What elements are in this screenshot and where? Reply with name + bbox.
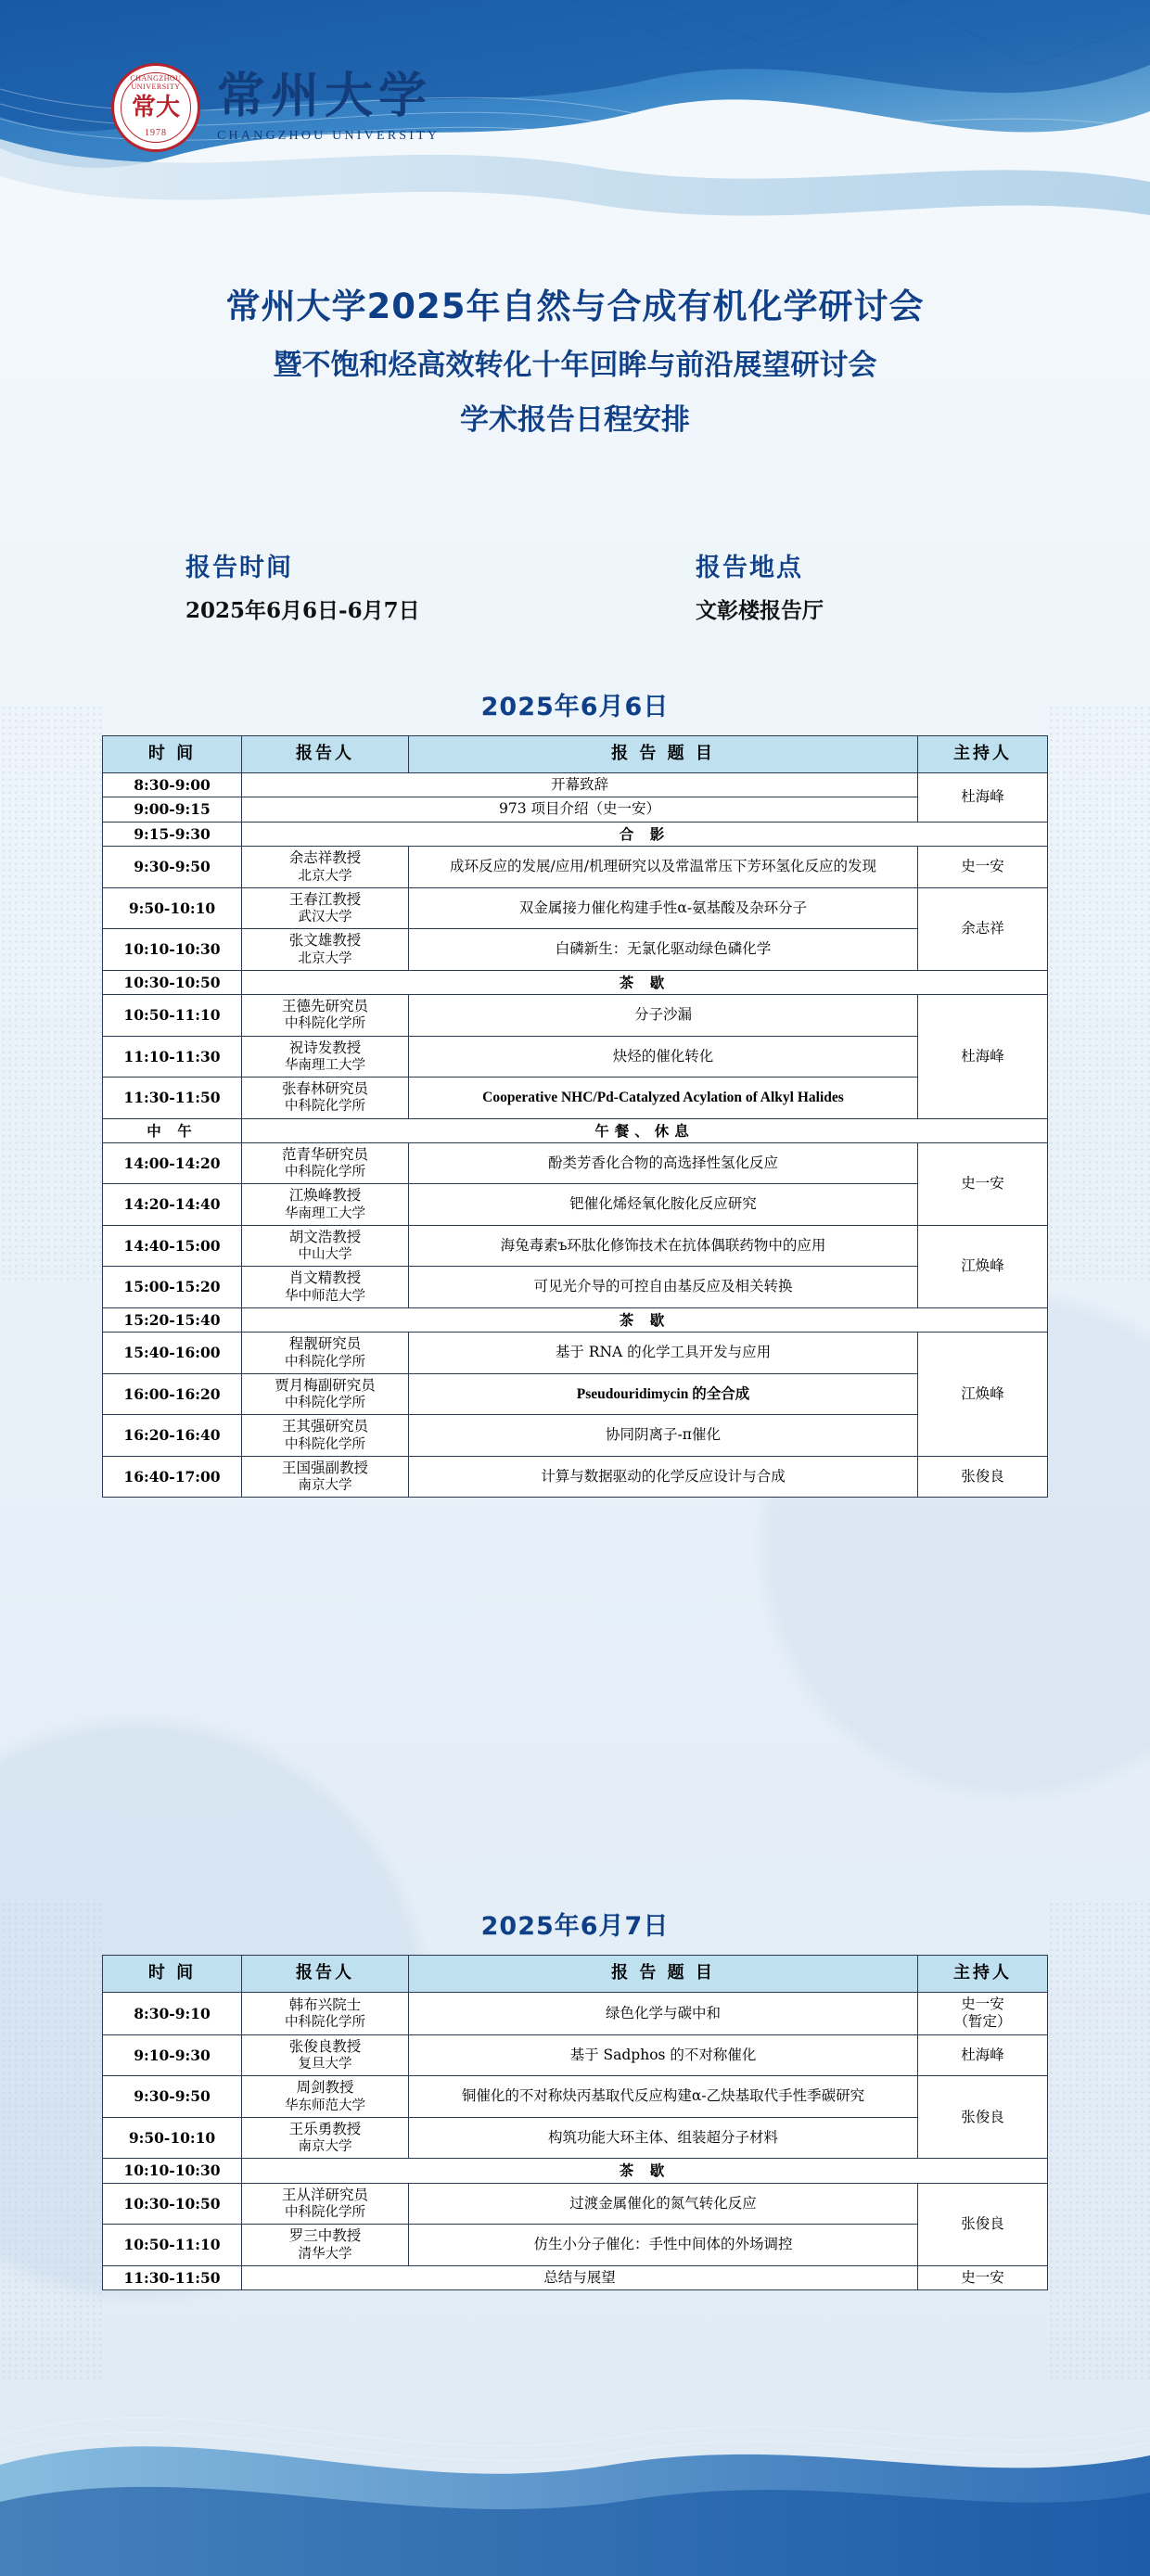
cell-affiliation: 华东师范大学: [285, 2098, 365, 2113]
cell-time: 14:20-14:40: [103, 1184, 242, 1226]
col-time: 时 间: [103, 736, 242, 773]
cell-topic: 分子沙漏: [409, 995, 918, 1037]
cell-topic: 计算与数据驱动的化学反应设计与合成: [409, 1456, 918, 1498]
col-time: 时 间: [103, 1956, 242, 1993]
cell-host: 杜海峰: [918, 995, 1048, 1119]
cell-topic: Cooperative NHC/Pd-Catalyzed Acylation of Alkyl Halides: [409, 1078, 918, 1119]
cell-host: 江焕峰: [918, 1333, 1048, 1457]
cell-topic: 钯催化烯烃氧化胺化反应研究: [409, 1184, 918, 1226]
cell-time: 8:30-9:10: [103, 1993, 242, 2035]
table-header-row: [103, 736, 1048, 773]
title-line-2: 暨不饱和烃高效转化十年回眸与前沿展望研讨会: [273, 349, 877, 382]
cell-topic: 开幕致辞: [242, 773, 918, 797]
cell-speaker: 余志祥教授 北京大学: [242, 847, 409, 888]
cell-topic: 仿生小分子催化：手性中间体的外场调控: [409, 2225, 918, 2266]
agenda-table-day-1: [102, 735, 1048, 1498]
cell-time: 9:50-10:10: [103, 887, 242, 929]
cell-topic: 海兔毒素ъ环肽化修饰技术在抗体偶联药物中的应用: [409, 1225, 918, 1267]
table-row: [103, 1036, 1048, 1078]
table-row: [103, 1225, 1048, 1267]
cell-topic: 可见光介导的可控自由基反应及相关转换: [409, 1267, 918, 1308]
cell-speaker: 王从洋研究员 中科院化学所: [242, 2183, 409, 2225]
cell-topic: 双金属接力催化构建手性α-氨基酸及杂环分子: [409, 887, 918, 929]
title-line-1: 常州大学2025年自然与合成有机化学研讨会: [225, 287, 925, 326]
cell-affiliation: 北京大学: [298, 868, 352, 884]
university-name-en: CHANGZHOU UNIVERSITY: [217, 128, 441, 143]
event-time-value: 2025年6月6日-6月7日: [185, 598, 420, 623]
footer-decoration: [0, 2353, 1150, 2576]
cell-time: 11:30-11:50: [103, 1078, 242, 1119]
cell-time: 9:30-9:50: [103, 847, 242, 888]
cell-host: 张俊良: [918, 2183, 1048, 2265]
table-row: [103, 929, 1048, 971]
cell-speaker: 贾月梅副研究员 中科院化学所: [242, 1373, 409, 1415]
cell-topic: 白磷新生：无氯化驱动绿色磷化学: [409, 929, 918, 971]
table-row: [103, 1118, 1048, 1142]
table-row: [103, 773, 1048, 797]
poster-title: [0, 278, 1150, 438]
cell-affiliation: 中科院化学所: [285, 1436, 365, 1452]
cell-speaker: 罗三中教授 清华大学: [242, 2225, 409, 2266]
cell-topic: 绿色化学与碳中和: [409, 1993, 918, 2035]
cell-affiliation: 华中师范大学: [285, 1288, 365, 1304]
cell-host: 张俊良: [918, 1456, 1048, 1498]
cell-topic: 酚类芳香化合物的高选择性氢化反应: [409, 1142, 918, 1184]
cell-time: 10:10-10:30: [103, 929, 242, 971]
schedule-day-1: [0, 686, 1150, 1498]
cell-time: 9:10-9:30: [103, 2034, 242, 2076]
table-row: [103, 2117, 1048, 2159]
cell-host: 史一安: [918, 847, 1048, 888]
day-2-title: 2025年6月7日: [480, 1912, 670, 1941]
cell-speaker: 张文雄教授 北京大学: [242, 929, 409, 971]
col-speaker: 报告人: [242, 1956, 409, 1993]
schedule-day-2: [0, 1906, 1150, 2290]
event-place-value: 文彰楼报告厅: [696, 598, 824, 623]
cell-time: 中 午: [103, 1118, 242, 1142]
table-row: [103, 1307, 1048, 1332]
cell-time: 16:00-16:20: [103, 1373, 242, 1415]
cell-speaker: 张俊良教授 复旦大学: [242, 2034, 409, 2076]
cell-affiliation: 清华大学: [298, 2246, 352, 2262]
university-wordmark: [217, 67, 441, 144]
event-meta: [0, 547, 1150, 624]
cell-affiliation: 中科院化学所: [285, 2015, 365, 2030]
cell-speaker: 胡文浩教授 中山大学: [242, 1225, 409, 1267]
table-row: [103, 1456, 1048, 1498]
col-speaker: 报告人: [242, 736, 409, 773]
cell-affiliation: 中科院化学所: [285, 1016, 365, 1032]
table-row: [103, 2225, 1048, 2266]
cell-host: 张俊良: [918, 2076, 1048, 2159]
table-row: [103, 822, 1048, 846]
cell-speaker: 王其强研究员 中科院化学所: [242, 1415, 409, 1457]
cell-speaker: 王德先研究员 中科院化学所: [242, 995, 409, 1037]
table-row: [103, 1142, 1048, 1184]
cell-time: 9:50-10:10: [103, 2117, 242, 2159]
cell-affiliation: 南京大学: [298, 2139, 352, 2155]
cell-speaker: 韩布兴院士 中科院化学所: [242, 1993, 409, 2035]
table-row: [103, 1993, 1048, 2035]
cell-time: 10:50-11:10: [103, 2225, 242, 2266]
cell-time: 9:00-9:15: [103, 797, 242, 822]
seal-year-text: 1978: [145, 128, 167, 138]
cell-affiliation: 中科院化学所: [285, 1354, 365, 1370]
col-topic: 报 告 题 目: [409, 1956, 918, 1993]
event-time-block: [111, 547, 575, 624]
cell-topic: 协同阴离子-π催化: [409, 1415, 918, 1457]
cell-speaker: 王春江教授 武汉大学: [242, 887, 409, 929]
cell-break: 茶 歇: [242, 1307, 1048, 1332]
table-row: [103, 1373, 1048, 1415]
cell-speaker: 王国强副教授 南京大学: [242, 1456, 409, 1498]
cell-speaker: 江焕峰教授 华南理工大学: [242, 1184, 409, 1226]
cell-host: 杜海峰: [918, 2034, 1048, 2076]
cell-host: 史一安 （暂定）: [918, 1993, 1048, 2035]
cell-host: 江焕峰: [918, 1225, 1048, 1307]
event-time-label: 报告时间: [185, 554, 293, 582]
table-header-row: [103, 1956, 1048, 1993]
table-row: [103, 995, 1048, 1037]
cell-topic: 973 项目介绍（史一安）: [242, 797, 918, 822]
cell-speaker: 程靓研究员 中科院化学所: [242, 1333, 409, 1374]
cell-speaker: 范青华研究员 中科院化学所: [242, 1142, 409, 1184]
table-row: [103, 1184, 1048, 1226]
cell-topic: 过渡金属催化的氮气转化反应: [409, 2183, 918, 2225]
cell-affiliation: 南京大学: [298, 1478, 352, 1494]
cell-affiliation: 中科院化学所: [285, 1165, 365, 1180]
cell-affiliation: 中科院化学所: [285, 1396, 365, 1411]
cell-time: 11:10-11:30: [103, 1036, 242, 1078]
day-1-title: 2025年6月6日: [480, 693, 670, 721]
cell-time: 14:00-14:20: [103, 1142, 242, 1184]
cell-topic: 基于 RNA 的化学工具开发与应用: [409, 1333, 918, 1374]
table-row: [103, 797, 1048, 822]
cell-host: 史一安: [918, 1142, 1048, 1225]
seal-core-text: 常大: [131, 94, 180, 121]
cell-affiliation: 华南理工大学: [285, 1205, 365, 1221]
cell-time: 10:50-11:10: [103, 995, 242, 1037]
cell-speaker: 肖文精教授 华中师范大学: [242, 1267, 409, 1308]
cell-time: 16:40-17:00: [103, 1456, 242, 1498]
col-topic: 报 告 题 目: [409, 736, 918, 773]
cell-time: 16:20-16:40: [103, 1415, 242, 1457]
table-row: [103, 2183, 1048, 2225]
cell-time: 15:20-15:40: [103, 1307, 242, 1332]
cell-speaker: 周剑教授 华东师范大学: [242, 2076, 409, 2118]
cell-time: 15:00-15:20: [103, 1267, 242, 1308]
table-row: [103, 2076, 1048, 2118]
table-row: [103, 2159, 1048, 2183]
event-place-label: 报告地点: [696, 554, 803, 582]
cell-time: 15:40-16:00: [103, 1333, 242, 1374]
cell-break: 合 影: [242, 822, 1048, 846]
cell-host: 史一安: [918, 2265, 1048, 2289]
cell-topic: 炔烃的催化转化: [409, 1036, 918, 1078]
cell-affiliation: 复旦大学: [298, 2057, 352, 2072]
cell-speaker: 王乐勇教授 南京大学: [242, 2117, 409, 2159]
agenda-table-day-2: [102, 1955, 1048, 2290]
table-row: [103, 1333, 1048, 1374]
cell-time: 9:15-9:30: [103, 822, 242, 846]
cell-speaker: 张春林研究员 中科院化学所: [242, 1078, 409, 1119]
cell-break: 茶 歇: [242, 970, 1048, 994]
university-seal-icon: [111, 63, 200, 152]
cell-affiliation: 华南理工大学: [285, 1057, 365, 1073]
university-logo: [111, 63, 440, 152]
cell-host: 余志祥: [918, 887, 1048, 970]
cell-time: 9:30-9:50: [103, 2076, 242, 2118]
cell-host: 杜海峰: [918, 773, 1048, 823]
event-place-block: [575, 547, 1039, 624]
table-row: [103, 1078, 1048, 1119]
cell-break: 茶 歇: [242, 2159, 1048, 2183]
cell-affiliation: 中科院化学所: [285, 1099, 365, 1115]
table-row: [103, 1267, 1048, 1308]
cell-topic: 基于 Sadphos 的不对称催化: [409, 2034, 918, 2076]
table-row: [103, 1415, 1048, 1457]
cell-topic: Pseudouridimycin 的全合成: [409, 1373, 918, 1415]
cell-topic: 铜催化的不对称炔丙基取代反应构建α-乙炔基取代手性季碳研究: [409, 2076, 918, 2118]
cell-affiliation: 武汉大学: [298, 910, 352, 925]
cell-time: 10:30-10:50: [103, 970, 242, 994]
col-host: 主持人: [918, 1956, 1048, 1993]
cell-affiliation: 中山大学: [298, 1247, 352, 1263]
table-row: [103, 970, 1048, 994]
cell-topic: 成环反应的发展/应用/机理研究以及常温常压下芳环氢化反应的发现: [409, 847, 918, 888]
cell-time: 10:10-10:30: [103, 2159, 242, 2183]
table-row: [103, 2034, 1048, 2076]
cell-break: 午餐、休息: [242, 1118, 1048, 1142]
cell-affiliation: 中科院化学所: [285, 2205, 365, 2220]
title-line-3: 学术报告日程安排: [460, 403, 690, 437]
cell-time: 8:30-9:00: [103, 773, 242, 797]
seal-top-text: CHANGZHOU UNIVERSITY: [130, 74, 182, 91]
university-name-cn: 常州大学: [217, 67, 433, 124]
cell-speaker: 祝诗发教授 华南理工大学: [242, 1036, 409, 1078]
table-row: [103, 847, 1048, 888]
table-row: [103, 887, 1048, 929]
cell-topic: 总结与展望: [242, 2265, 918, 2289]
cell-topic: 构筑功能大环主体、组装超分子材料: [409, 2117, 918, 2159]
cell-time: 14:40-15:00: [103, 1225, 242, 1267]
col-host: 主持人: [918, 736, 1048, 773]
cell-time: 11:30-11:50: [103, 2265, 242, 2289]
cell-affiliation: 北京大学: [298, 950, 352, 966]
cell-time: 10:30-10:50: [103, 2183, 242, 2225]
table-row: [103, 2265, 1048, 2289]
